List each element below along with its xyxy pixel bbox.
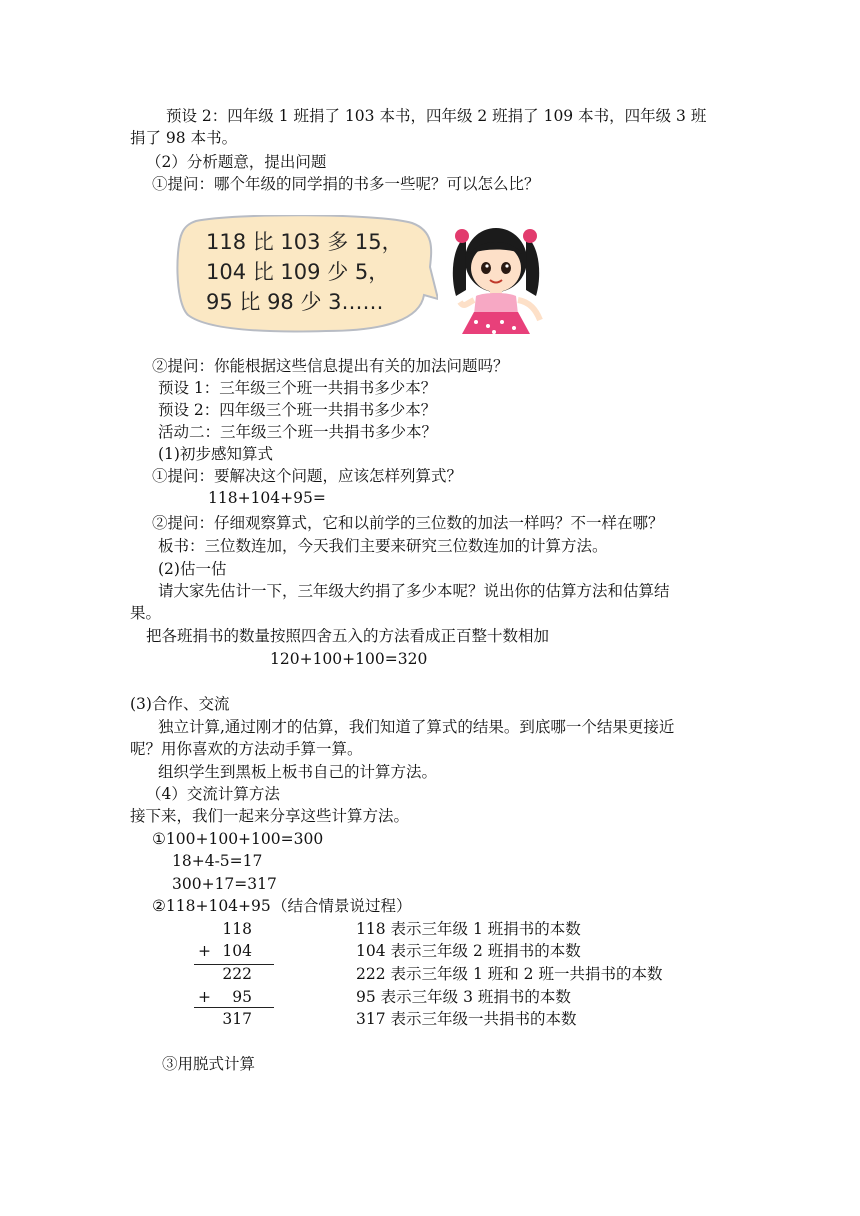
question-compare: ①提问：哪个年级的同学捐的书多一些呢？可以怎么比？ bbox=[152, 175, 540, 193]
bubble-line-1: 118 比 103 多 15， bbox=[206, 230, 403, 254]
bubble-line-3: 95 比 98 少 3…… bbox=[206, 290, 384, 314]
speech-bubble bbox=[176, 215, 438, 335]
method-3-heading: ③用脱式计算 bbox=[162, 1055, 256, 1073]
method-1-line-3: 300+17=317 bbox=[172, 875, 277, 893]
estimate-prompt: 请大家先估计一下，三年级大约捐了多少本呢？说出你的估算方法和估算结 bbox=[158, 582, 670, 600]
bubble-line-2: 104 比 109 少 5， bbox=[206, 260, 390, 284]
section-heading-cooperate: (3)合作、交流 bbox=[130, 695, 230, 713]
calc-row-104: 104 bbox=[222, 942, 252, 960]
section-heading-share: （4）交流计算方法 bbox=[146, 785, 280, 803]
method-1-line-2: 18+4-5=17 bbox=[172, 852, 263, 870]
paragraph-preset-2: 预设 2：四年级 1 班捐了 103 本书，四年级 2 班捐了 109 本书，四年级 3 班 bbox=[166, 107, 707, 125]
calc-plus-2: + bbox=[198, 988, 211, 1006]
preset-1: 预设 1：三年级三个班一共捐书多少本？ bbox=[158, 379, 437, 397]
paragraph-board: 组织学生到黑板上板书自己的计算方法。 bbox=[158, 763, 438, 781]
paragraph-preset-2-cont: 捐了 98 本书。 bbox=[130, 129, 238, 147]
calc-row-222: 222 bbox=[222, 965, 252, 983]
calc-row-118: 118 bbox=[222, 920, 252, 938]
estimate-method: 把各班捐书的数量按照四舍五入的方法看成正百整十数相加 bbox=[146, 627, 550, 645]
preset-2: 预设 2：四年级三个班一共捐书多少本？ bbox=[158, 401, 437, 419]
method-2-note: （结合情景说过程） bbox=[272, 897, 412, 915]
question-formula: ①提问：要解决这个问题，应该怎样列算式？ bbox=[152, 467, 463, 485]
explain-317: 317 表示三年级一共捐书的本数 bbox=[356, 1010, 577, 1028]
question-observe: ②提问：仔细观察算式，它和以前学的三位数的加法一样吗？不一样在哪？ bbox=[152, 514, 664, 532]
method-1-line-1: ①100+100+100=300 bbox=[152, 830, 324, 848]
formula: 118+104+95= bbox=[208, 489, 326, 507]
section-heading-estimate: (2)估一估 bbox=[158, 560, 227, 578]
question-addition: ②提问：你能根据这些信息提出有关的加法问题吗？ bbox=[152, 357, 509, 375]
explain-95: 95 表示三年级 3 班捐书的本数 bbox=[356, 988, 571, 1006]
board-note: 板书：三位数连加，今天我们主要来研究三位数连加的计算方法。 bbox=[158, 537, 608, 555]
paragraph-independent-cont: 呢？用你喜欢的方法动手算一算。 bbox=[130, 740, 363, 758]
section-heading-analyze: （2）分析题意，提出问题 bbox=[146, 153, 327, 171]
explain-104: 104 表示三年级 2 班捐书的本数 bbox=[356, 942, 581, 960]
calc-plus-1: + bbox=[198, 942, 211, 960]
estimate-prompt-cont: 果。 bbox=[130, 604, 162, 622]
calc-row-95: 95 bbox=[232, 988, 252, 1006]
paragraph-share: 接下来，我们一起来分享这些计算方法。 bbox=[130, 807, 410, 825]
activity-2: 活动二：三年级三个班一共捐书多少本？ bbox=[158, 423, 438, 441]
calc-row-317: 317 bbox=[222, 1010, 252, 1028]
explain-118: 118 表示三年级 1 班捐书的本数 bbox=[356, 920, 581, 938]
method-2-formula: ②118+104+95 bbox=[152, 897, 271, 915]
explain-222: 222 表示三年级 1 班和 2 班一共捐书的本数 bbox=[356, 965, 663, 983]
paragraph-independent: 独立计算,通过刚才的估算，我们知道了算式的结果。到底哪一个结果更接近 bbox=[158, 718, 675, 736]
estimate-formula: 120+100+100=320 bbox=[270, 650, 428, 668]
girl-illustration bbox=[444, 216, 548, 340]
section-heading-perceive: (1)初步感知算式 bbox=[158, 445, 273, 463]
